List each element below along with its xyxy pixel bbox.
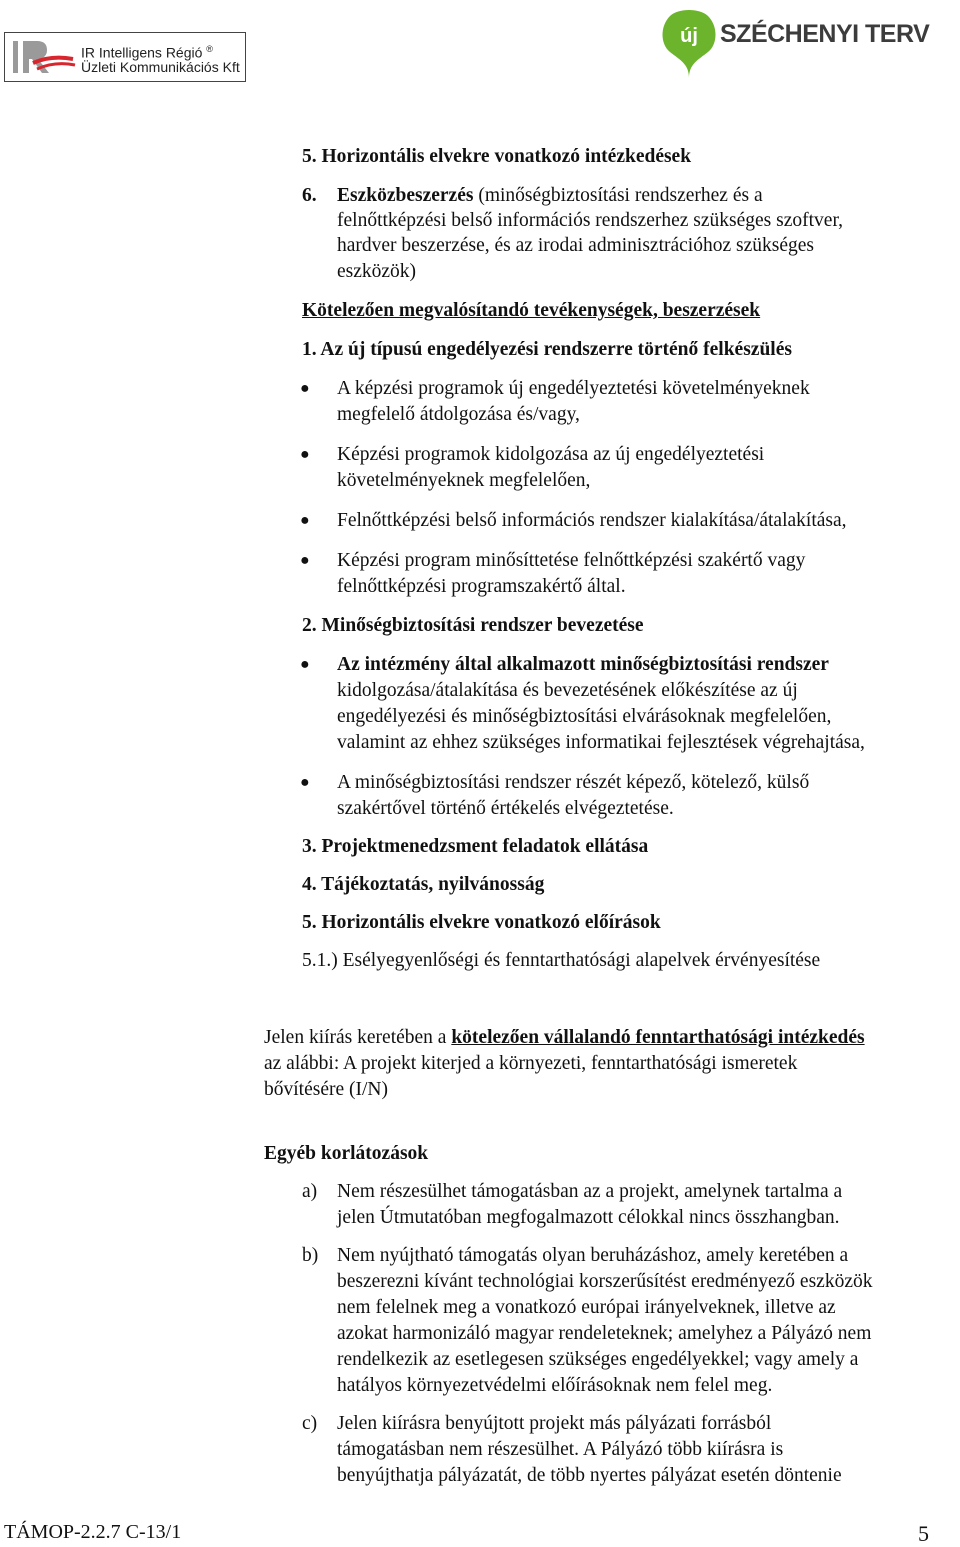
sustainability-line3: bővítésére (I/N) (264, 1079, 388, 1100)
restriction-b-line1: Nem nyújtható támogatás olyan beruházáshoz, amely keretében a (337, 1245, 849, 1266)
ir-logo-line1: IR Intelligens Régió ® (81, 44, 213, 61)
sustainability-emphasis: kötelezően vállalandó fenntarthatósági intézkedés (451, 1027, 865, 1048)
restriction-b-line4: azokat harmonizáló magyar rendeleteknek; amelyhez a Pályázó nem (337, 1323, 872, 1344)
p2-title: 2. Minőségbiztosítási rendszer bevezetése (302, 615, 644, 636)
p2-bullet1-line2: kidolgozása/átalakítása és bevezetésének előkészítése az új (337, 680, 798, 701)
p1-bullet1-line2: megfelelő átdolgozása és/vagy, (337, 404, 580, 425)
section-6-bold: Eszközbeszerzés (337, 185, 474, 206)
section-6-line4: eszközök) (337, 261, 417, 282)
szechenyi-terv-logo (660, 4, 930, 80)
p5-title: 5. Horizontális elvekre vonatkozó előírások (302, 912, 661, 933)
bullet-icon: ● (300, 380, 310, 397)
restriction-b-label: b) (302, 1245, 319, 1266)
section-6-line3: hardver beszerzése, és az irodai adminisztrációhoz szükséges (337, 235, 814, 256)
p2-bullet2-line2: szakértővel történő értékelés elvégeztetése. (337, 798, 674, 819)
p4-title: 4. Tájékoztatás, nyilvánosság (302, 874, 545, 895)
section-6-line1: Eszközbeszerzés (minőségbiztosítási rendszerhez és a (337, 185, 763, 206)
restriction-b-line5: rendelkezik az esetlegesen szükséges engedélyekkel; vagy amely a (337, 1349, 859, 1370)
p1-bullet2-line2: követelményeknek megfelelően, (337, 470, 591, 491)
restriction-c-line2: támogatásban nem részesülhet. A Pályázó több kiírásra is (337, 1439, 784, 1460)
restriction-a-line1: Nem részesülhet támogatásban az a projekt, amelynek tartalma a (337, 1181, 843, 1202)
p1-title: 1. Az új típusú engedélyezési rendszerre történő felkészülés (302, 339, 792, 360)
restriction-c-label: c) (302, 1413, 318, 1434)
sustainability-line1: Jelen kiírás keretében a kötelezően vállalandó fenntarthatósági intézkedés (264, 1027, 865, 1048)
restriction-a-line2: jelen Útmutatóban megfogalmazott célokkal nincs összhangban. (337, 1207, 840, 1228)
ir-logo-line2: Üzleti Kommunikációs Kft (81, 59, 240, 75)
restriction-a-label: a) (302, 1181, 318, 1202)
footer-code: TÁMOP-2.2.7 C-13/1 (4, 1521, 182, 1543)
p1-bullet4-line1: Képzési program minősíttetése felnőttképzési szakértő vagy (337, 550, 806, 571)
bullet-icon: ● (300, 774, 310, 791)
section-6-line2: felnőttképzési belső információs rendszerhez szükséges szoftver, (337, 210, 844, 231)
sustainability-line2: az alábbi: A projekt kiterjed a környezeti, fenntarthatósági ismeretek (264, 1053, 798, 1074)
p3-title: 3. Projektmenedzsment feladatok ellátása (302, 836, 649, 857)
bullet-icon: ● (300, 446, 310, 463)
szechenyi-leaf-icon (660, 4, 718, 80)
bullet-icon: ● (300, 512, 310, 529)
restriction-b-line3: nem felelnek meg a vonatkozó európai irányelveknek, illetve az (337, 1297, 836, 1318)
p2-bullet1-bold: Az intézmény által alkalmazott minőségbiztosítási rendszer (337, 654, 829, 675)
restriction-c-line1: Jelen kiírásra benyújtott projekt más pályázati forrásból (337, 1413, 772, 1434)
mandatory-activities-heading: Kötelezően megvalósítandó tevékenységek, beszerzések (302, 300, 761, 321)
restrictions-title: Egyéb korlátozások (264, 1143, 429, 1164)
restriction-c-line3: benyújthatja pályázatát, de több nyertes pályázat esetén döntenie (337, 1465, 842, 1486)
p1-bullet2-line1: Képzési programok kidolgozása az új engedélyeztetési (337, 444, 765, 465)
p1-bullet3-line1: Felnőttképzési belső információs rendszer kialakítása/átalakítása, (337, 510, 847, 531)
bullet-icon: ● (300, 552, 310, 569)
p2-bullet2-line1: A minőségbiztosítási rendszer részét képező, kötelező, külső (337, 772, 810, 793)
page-number: 5 (918, 1521, 929, 1546)
szechenyi-terv-wordmark: SZÉCHENYI TERV (720, 20, 930, 48)
bullet-icon: ● (300, 656, 310, 673)
p2-bullet1-line3: engedélyezési és minőségbiztosítási elvárásoknak megfelelően, (337, 706, 832, 727)
restriction-b-line6: hatályos környezetvédelmi előírásoknak nem felel meg. (337, 1375, 773, 1396)
section-5-title: 5. Horizontális elvekre vonatkozó intézkedések (302, 146, 692, 167)
p1-bullet4-line2: felnőttképzési programszakértő által. (337, 576, 626, 597)
szechenyi-mark-text: új (680, 25, 698, 47)
section-6-number: 6. (302, 185, 317, 206)
ir-logo (4, 32, 246, 82)
p2-bullet1-line4: valamint az ehhez szükséges informatikai fejlesztések végrehajtása, (337, 732, 865, 753)
ir-logo-mark-icon (11, 37, 77, 77)
restriction-b-line2: beszerezni kívánt technológiai korszerűsítést eredményező eszközök (337, 1271, 873, 1292)
p51-text: 5.1.) Esélyegyenlőségi és fenntarthatósági alapelvek érvényesítése (302, 950, 821, 971)
p1-bullet1-line1: A képzési programok új engedélyeztetési követelményeknek (337, 378, 810, 399)
